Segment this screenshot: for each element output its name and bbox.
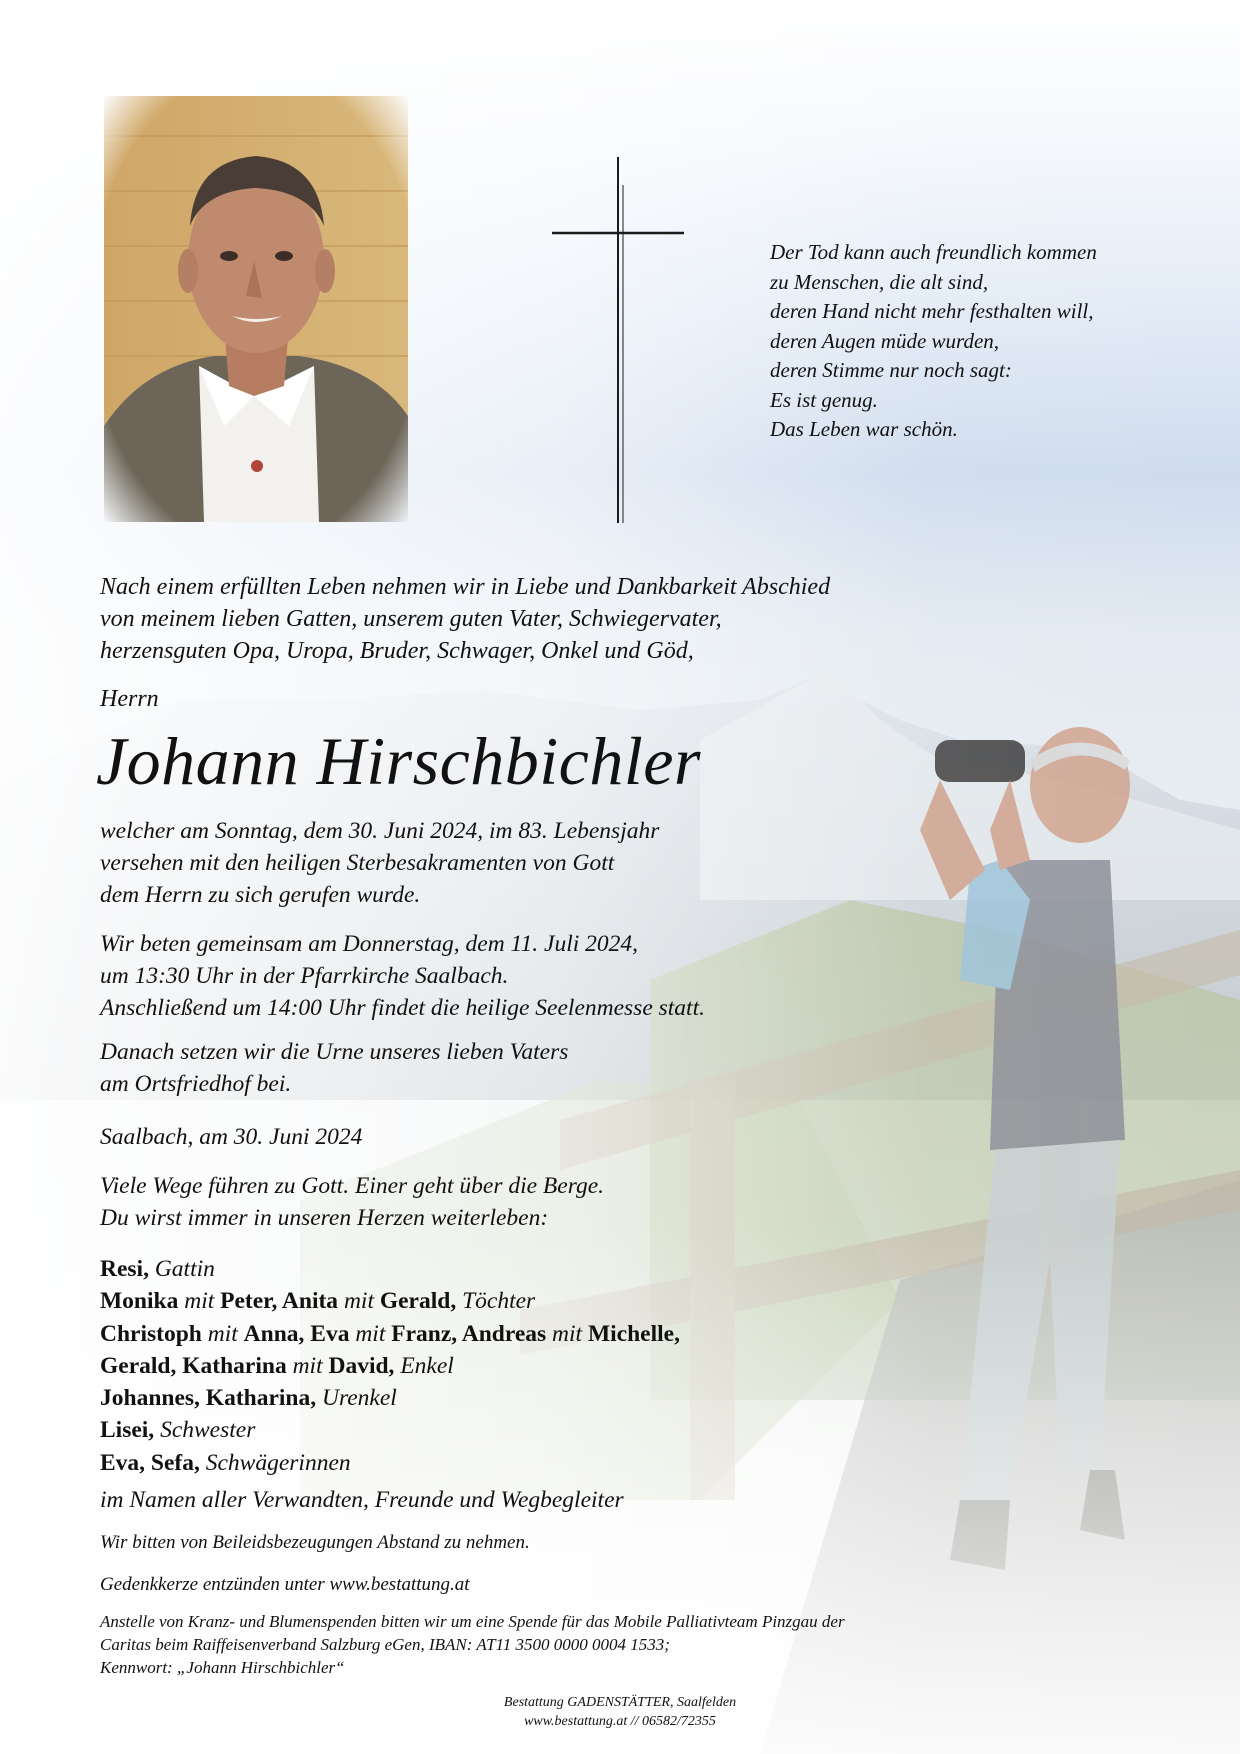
mourner-row — [100, 1285, 680, 1317]
mourner-name: Lisei, — [100, 1417, 155, 1444]
service-line: Anschließend um 14:00 Uhr findet die heilige Seelenmesse statt. — [100, 995, 705, 1021]
mourner-row — [100, 1382, 680, 1414]
intro-text — [100, 571, 830, 667]
portrait-photo — [104, 96, 408, 522]
mourner-name: Monika — [100, 1288, 179, 1315]
intro-line: Nach einem erfüllten Leben nehmen wir in Liebe und Dankbarkeit Abschied — [100, 574, 831, 600]
urn-burial-info — [100, 1036, 568, 1100]
mourner-role: Urenkel — [316, 1385, 397, 1412]
mourner-connector: mit — [178, 1288, 221, 1315]
donation-line: Kennwort: „Johann Hirschbichler“ — [100, 1658, 345, 1677]
mourner-name: Gerald, — [379, 1288, 457, 1315]
poem — [770, 238, 1097, 445]
mourner-row — [100, 1414, 680, 1446]
mourner-role: Schwägerinnen — [199, 1449, 351, 1476]
mourner-name: Peter, Anita — [220, 1288, 339, 1315]
salutation: Herrn — [100, 686, 159, 712]
donation-request — [100, 1610, 845, 1679]
funeral-home-name: Bestattung GADENSTÄTTER, Saalfelden — [503, 1695, 737, 1710]
mourner-row — [100, 1253, 680, 1285]
mourner-connector: mit — [201, 1320, 244, 1347]
poem-line: Der Tod kann auch freundlich kommen — [770, 240, 1097, 264]
mourners-list — [100, 1253, 680, 1479]
condolence-request: Wir bitten von Beileidsbezeugungen Abstand zu nehmen. — [100, 1532, 530, 1553]
portrait-illustration — [104, 96, 408, 522]
urn-line: am Ortsfriedhof bei. — [100, 1071, 292, 1097]
poem-line: zu Menschen, die alt sind, — [770, 269, 989, 294]
mourner-name: Franz, Andreas — [391, 1320, 547, 1347]
motto-line: Du wirst immer in unseren Herzen weiterleben: — [100, 1205, 549, 1231]
intro-line: von meinem lieben Gatten, unserem guten Vater, Schwiegervater, — [100, 606, 722, 632]
mourner-role: Gattin — [148, 1256, 215, 1282]
poem-line: deren Augen müde wurden, — [770, 328, 1000, 353]
intro-line: herzensguten Opa, Uropa, Bruder, Schwager, Onkel und Göd, — [100, 638, 694, 664]
death-notice-line: versehen mit den heiligen Sterbesakramenten von Gott — [100, 850, 615, 876]
mourner-connector: mit — [546, 1320, 588, 1347]
mourner-role: Enkel — [394, 1352, 454, 1379]
poem-line: deren Hand nicht mehr festhalten will, — [770, 299, 1094, 323]
mourner-name: Michelle, — [587, 1320, 680, 1347]
motto — [100, 1170, 604, 1234]
mourner-connector: mit — [349, 1320, 392, 1347]
cross-icon — [550, 155, 686, 525]
mourner-name: Johannes, Katharina, — [100, 1385, 317, 1412]
urn-line: Danach setzen wir die Urne unseres lieben Vaters — [100, 1039, 569, 1065]
death-notice-line: welcher am Sonntag, dem 30. Juni 2024, im 83. Lebensjahr — [100, 818, 660, 844]
relatives-line: im Namen aller Verwandten, Freunde und Wegbegleiter — [100, 1487, 624, 1513]
mourner-name: Gerald, Katharina — [100, 1352, 287, 1379]
poem-line: deren Stimme nur noch sagt: — [770, 358, 1012, 382]
mourner-name: Resi, — [100, 1256, 149, 1282]
mourner-name: David, — [328, 1352, 395, 1379]
mourner-name: Anna, Eva — [243, 1320, 350, 1347]
place-and-date: Saalbach, am 30. Juni 2024 — [100, 1124, 363, 1150]
deceased-name: Johann Hirschbichler — [96, 723, 701, 799]
memorial-candle-link[interactable]: Gedenkkerze entzünden unter www.bestattung.at — [100, 1574, 470, 1595]
mourner-name: Christoph — [100, 1320, 202, 1347]
mourner-connector: mit — [286, 1352, 329, 1379]
funeral-home-footer — [0, 1693, 1240, 1731]
mourner-name: Eva, Sefa, — [100, 1449, 200, 1476]
donation-line: Anstelle von Kranz- und Blumenspenden bitten wir um eine Spende für das Mobile Palliativteam Pinzgau der — [100, 1612, 845, 1631]
mourner-row — [100, 1318, 680, 1350]
mourner-connector: mit — [338, 1288, 380, 1315]
mourner-row — [100, 1447, 680, 1479]
death-notice-line: dem Herrn zu sich gerufen wurde. — [100, 882, 421, 908]
poem-line: Es ist genug. — [770, 387, 878, 412]
service-info — [100, 928, 705, 1024]
donation-line: Caritas beim Raiffeisenverband Salzburg eGen, IBAN: AT11 3500 0000 0004 1533; — [100, 1635, 670, 1654]
service-line: um 13:30 Uhr in der Pfarrkirche Saalbach. — [100, 963, 509, 989]
motto-line: Viele Wege führen zu Gott. Einer geht über die Berge. — [100, 1173, 605, 1199]
mourner-role: Töchter — [456, 1288, 536, 1315]
death-notice — [100, 815, 659, 911]
mourner-role: Schwester — [154, 1417, 256, 1444]
mourner-row — [100, 1350, 680, 1382]
funeral-home-contact[interactable]: www.bestattung.at // 06582/72355 — [524, 1714, 716, 1729]
poem-line: Das Leben war schön. — [770, 417, 958, 441]
service-line: Wir beten gemeinsam am Donnerstag, dem 11. Juli 2024, — [100, 931, 639, 957]
